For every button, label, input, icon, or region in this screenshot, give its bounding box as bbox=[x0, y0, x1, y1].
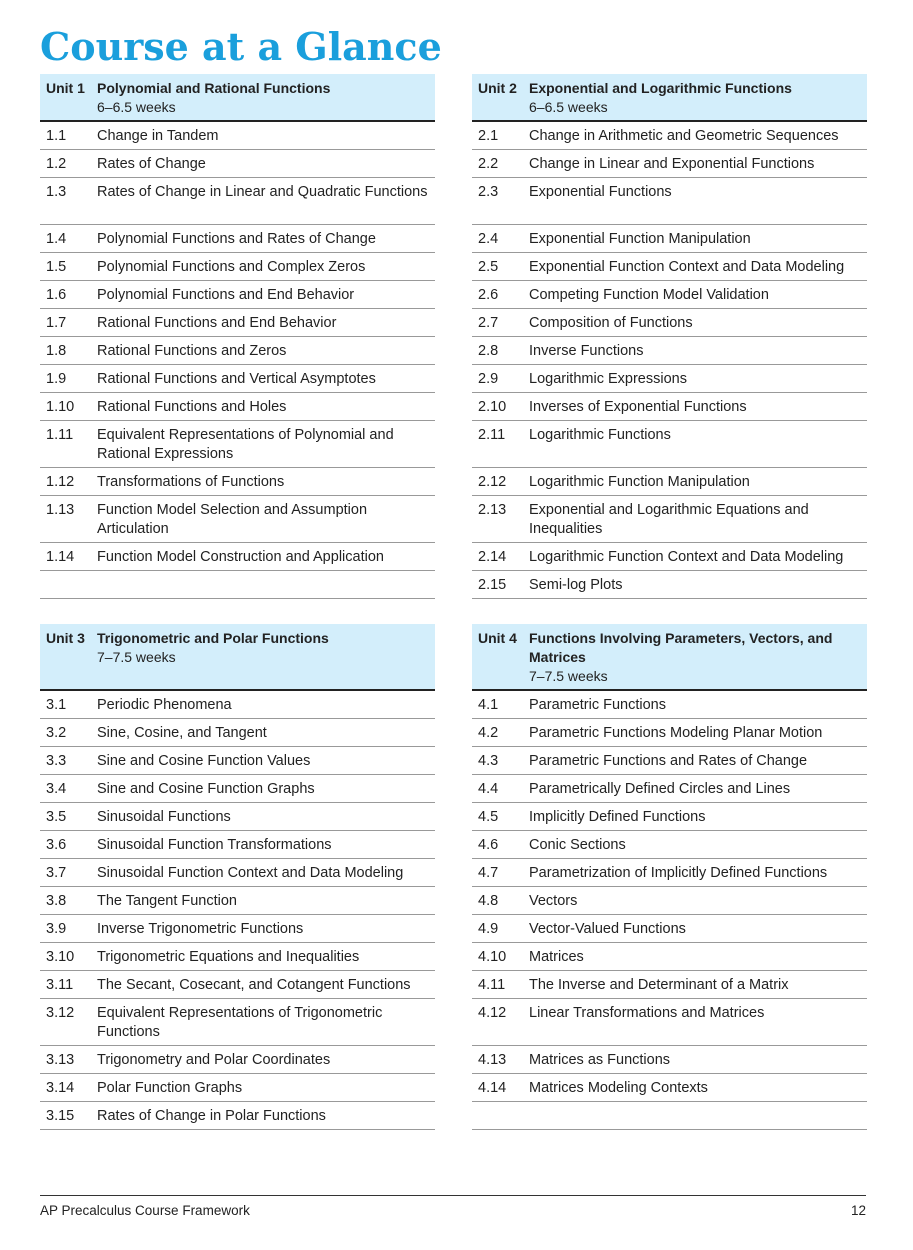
topic-title: Logarithmic Expressions bbox=[529, 371, 687, 387]
topic-number: 1.1 bbox=[46, 128, 67, 144]
topic-number: 2.15 bbox=[478, 577, 507, 593]
topic-number: 3.14 bbox=[46, 1080, 75, 1096]
topic-number: 2.8 bbox=[478, 343, 499, 359]
unit-header bbox=[40, 74, 435, 122]
topic-number: 3.1 bbox=[46, 697, 67, 713]
topic-row bbox=[472, 150, 867, 178]
unit-label: Unit 3 bbox=[46, 630, 85, 646]
topic-title: Equivalent Representations of Polynomial and Rational Expressions bbox=[97, 427, 394, 462]
topic-row bbox=[472, 775, 867, 803]
topic-title: Change in Tandem bbox=[97, 128, 219, 144]
topic-title: Trigonometric Equations and Inequalities bbox=[97, 949, 360, 965]
topic-title: Matrices bbox=[529, 949, 584, 965]
topic-title: The Tangent Function bbox=[97, 893, 237, 909]
topic-title: Matrices Modeling Contexts bbox=[529, 1080, 708, 1096]
topic-number: 1.10 bbox=[46, 399, 75, 415]
topic-number: 2.13 bbox=[478, 502, 507, 518]
topic-title: Trigonometry and Polar Coordinates bbox=[97, 1052, 331, 1068]
topic-row bbox=[472, 915, 867, 943]
topic-number: 2.12 bbox=[478, 474, 507, 490]
topic-number: 2.1 bbox=[478, 128, 499, 144]
topic-title: Inverses of Exponential Functions bbox=[529, 399, 747, 415]
topic-title: The Secant, Cosecant, and Cotangent Functions bbox=[97, 977, 411, 993]
topic-number: 2.6 bbox=[478, 287, 499, 303]
topic-title: Function Model Construction and Application bbox=[97, 549, 384, 565]
topic-row bbox=[40, 999, 435, 1046]
page-number: 12 bbox=[850, 1203, 866, 1218]
topic-row bbox=[40, 943, 435, 971]
topic-title: Periodic Phenomena bbox=[97, 697, 232, 713]
topic-row bbox=[472, 1046, 867, 1074]
topic-number: 1.12 bbox=[46, 474, 75, 490]
topic-row bbox=[40, 309, 435, 337]
topic-number: 1.5 bbox=[46, 259, 67, 275]
topic-title: Equivalent Representations of Trigonometric Functions bbox=[97, 1005, 383, 1040]
topic-row bbox=[472, 393, 867, 421]
topic-row bbox=[40, 393, 435, 421]
topic-number: 1.9 bbox=[46, 371, 67, 387]
topic-title: Sine and Cosine Function Graphs bbox=[97, 781, 315, 797]
topic-row bbox=[40, 971, 435, 999]
topic-number: 4.3 bbox=[478, 753, 499, 769]
topic-row bbox=[472, 122, 867, 150]
topic-number: 1.13 bbox=[46, 502, 75, 518]
topic-number: 3.15 bbox=[46, 1108, 75, 1124]
topic-title: Sine, Cosine, and Tangent bbox=[97, 725, 267, 741]
topic-row bbox=[40, 1074, 435, 1102]
topic-row bbox=[40, 496, 435, 543]
topic-row-empty bbox=[40, 571, 435, 599]
topic-number: 3.6 bbox=[46, 837, 67, 853]
topic-title: Parametric Functions bbox=[529, 697, 666, 713]
topic-number: 1.8 bbox=[46, 343, 67, 359]
topic-row bbox=[40, 543, 435, 571]
topic-title: Change in Arithmetic and Geometric Sequences bbox=[529, 128, 839, 144]
footer-divider bbox=[40, 1195, 866, 1196]
topic-number: 2.14 bbox=[478, 549, 507, 565]
topic-row bbox=[472, 887, 867, 915]
topic-row-empty bbox=[472, 1102, 867, 1130]
topic-row bbox=[40, 1046, 435, 1074]
topic-title: Semi-log Plots bbox=[529, 577, 623, 593]
topic-number: 3.10 bbox=[46, 949, 75, 965]
topic-row bbox=[472, 571, 867, 599]
topic-row bbox=[472, 281, 867, 309]
unit-label: Unit 1 bbox=[46, 80, 85, 96]
topic-number: 4.14 bbox=[478, 1080, 507, 1096]
topic-number: 4.13 bbox=[478, 1052, 507, 1068]
topic-row bbox=[40, 803, 435, 831]
unit-header bbox=[40, 624, 435, 691]
topic-title: Exponential Function Manipulation bbox=[529, 231, 751, 247]
topic-row bbox=[472, 496, 867, 543]
topic-title: Parametric Functions Modeling Planar Motion bbox=[529, 725, 823, 741]
topic-number: 2.2 bbox=[478, 156, 499, 172]
topic-row bbox=[472, 747, 867, 775]
topic-number: 2.4 bbox=[478, 231, 499, 247]
unit-4-table bbox=[472, 624, 867, 1130]
topic-title: Vector-Valued Functions bbox=[529, 921, 686, 937]
topic-number: 2.3 bbox=[478, 184, 499, 200]
topic-number: 2.9 bbox=[478, 371, 499, 387]
topic-title: Competing Function Model Validation bbox=[529, 287, 769, 303]
topic-row bbox=[472, 178, 867, 225]
topic-title: Exponential Function Context and Data Modeling bbox=[529, 259, 845, 275]
topic-row bbox=[472, 859, 867, 887]
topic-row bbox=[472, 253, 867, 281]
topic-number: 3.13 bbox=[46, 1052, 75, 1068]
topic-row bbox=[472, 337, 867, 365]
topic-row bbox=[40, 150, 435, 178]
footer-title: AP Precalculus Course Framework bbox=[40, 1203, 250, 1218]
topic-title: Polynomial Functions and Rates of Change bbox=[97, 231, 376, 247]
topic-row bbox=[40, 122, 435, 150]
topic-row bbox=[40, 178, 435, 225]
topic-title: Rational Functions and Vertical Asymptotes bbox=[97, 371, 376, 387]
topic-title: Logarithmic Function Context and Data Modeling bbox=[529, 549, 844, 565]
topic-number: 4.9 bbox=[478, 921, 499, 937]
topic-row bbox=[472, 831, 867, 859]
topic-number: 4.11 bbox=[478, 977, 506, 993]
page-title: Course at a Glance bbox=[40, 24, 442, 69]
topic-row bbox=[40, 747, 435, 775]
unit-title: Exponential and Logarithmic Functions bbox=[529, 80, 792, 96]
topic-number: 3.3 bbox=[46, 753, 67, 769]
topic-number: 4.6 bbox=[478, 837, 499, 853]
topic-number: 1.6 bbox=[46, 287, 67, 303]
topic-title: Logarithmic Function Manipulation bbox=[529, 474, 750, 490]
topic-number: 1.7 bbox=[46, 315, 67, 331]
topic-title: Sinusoidal Function Context and Data Modeling bbox=[97, 865, 404, 881]
topic-title: Vectors bbox=[529, 893, 578, 909]
topic-number: 1.11 bbox=[46, 427, 74, 443]
topic-row bbox=[472, 691, 867, 719]
topic-row bbox=[40, 775, 435, 803]
topic-title: Change in Linear and Exponential Functions bbox=[529, 156, 815, 172]
topic-row bbox=[40, 421, 435, 468]
topic-row bbox=[472, 365, 867, 393]
topic-title: Parametrically Defined Circles and Lines bbox=[529, 781, 791, 797]
topic-title: The Inverse and Determinant of a Matrix bbox=[529, 977, 789, 993]
topic-number: 1.3 bbox=[46, 184, 67, 200]
topic-title: Rational Functions and End Behavior bbox=[97, 315, 337, 331]
topic-title: Function Model Selection and Assumption Articulation bbox=[97, 502, 368, 537]
topic-row bbox=[40, 337, 435, 365]
topic-number: 3.2 bbox=[46, 725, 67, 741]
topic-title: Rates of Change bbox=[97, 156, 206, 172]
unit-title: Functions Involving Parameters, Vectors, and Matrices bbox=[529, 630, 833, 665]
topic-row bbox=[472, 1074, 867, 1102]
topic-title: Rational Functions and Holes bbox=[97, 399, 287, 415]
topic-number: 2.7 bbox=[478, 315, 499, 331]
topic-title: Inverse Functions bbox=[529, 343, 644, 359]
unit-title: Polynomial and Rational Functions bbox=[97, 80, 331, 96]
topic-row bbox=[40, 915, 435, 943]
topic-row bbox=[472, 971, 867, 999]
topic-title: Implicitly Defined Functions bbox=[529, 809, 706, 825]
topic-row bbox=[40, 887, 435, 915]
topic-row bbox=[472, 719, 867, 747]
unit-label: Unit 4 bbox=[478, 630, 517, 646]
unit-label: Unit 2 bbox=[478, 80, 517, 96]
topic-number: 2.11 bbox=[478, 427, 506, 443]
topic-row bbox=[40, 225, 435, 253]
topic-title: Transformations of Functions bbox=[97, 474, 285, 490]
topic-number: 4.2 bbox=[478, 725, 499, 741]
topic-row bbox=[472, 999, 867, 1046]
topic-number: 3.7 bbox=[46, 865, 67, 881]
topic-title: Rates of Change in Linear and Quadratic Functions bbox=[97, 184, 428, 200]
topic-row bbox=[472, 309, 867, 337]
topic-row bbox=[40, 831, 435, 859]
topic-number: 3.4 bbox=[46, 781, 67, 797]
topic-number: 3.9 bbox=[46, 921, 67, 937]
topic-row bbox=[472, 225, 867, 253]
topic-number: 2.10 bbox=[478, 399, 507, 415]
topic-row bbox=[40, 281, 435, 309]
topic-number: 1.4 bbox=[46, 231, 67, 247]
topic-row bbox=[40, 719, 435, 747]
unit-header bbox=[472, 624, 867, 691]
topic-title: Exponential Functions bbox=[529, 184, 672, 200]
topic-title: Sine and Cosine Function Values bbox=[97, 753, 311, 769]
topic-title: Linear Transformations and Matrices bbox=[529, 1005, 765, 1021]
topic-number: 3.11 bbox=[46, 977, 74, 993]
topic-title: Matrices as Functions bbox=[529, 1052, 671, 1068]
topic-row bbox=[472, 943, 867, 971]
topic-number: 4.7 bbox=[478, 865, 499, 881]
topic-title: Rational Functions and Zeros bbox=[97, 343, 287, 359]
topic-number: 3.8 bbox=[46, 893, 67, 909]
topic-title: Conic Sections bbox=[529, 837, 626, 853]
topic-number: 3.5 bbox=[46, 809, 67, 825]
unit-1-table bbox=[40, 74, 435, 599]
topic-number: 1.14 bbox=[46, 549, 75, 565]
topic-row bbox=[40, 691, 435, 719]
topic-title: Logarithmic Functions bbox=[529, 427, 671, 443]
unit-duration: 7–7.5 weeks bbox=[529, 668, 608, 684]
unit-2-table bbox=[472, 74, 867, 599]
topic-title: Parametric Functions and Rates of Change bbox=[529, 753, 808, 769]
topic-row bbox=[472, 421, 867, 468]
topic-title: Sinusoidal Functions bbox=[97, 809, 231, 825]
topic-number: 3.12 bbox=[46, 1005, 75, 1021]
topic-title: Sinusoidal Function Transformations bbox=[97, 837, 332, 853]
topic-number: 4.12 bbox=[478, 1005, 507, 1021]
topic-number: 2.5 bbox=[478, 259, 499, 275]
topic-number: 4.1 bbox=[478, 697, 499, 713]
unit-3-table bbox=[40, 624, 435, 1130]
topic-row bbox=[472, 803, 867, 831]
topic-row bbox=[40, 253, 435, 281]
topic-number: 1.2 bbox=[46, 156, 67, 172]
unit-duration: 6–6.5 weeks bbox=[529, 99, 608, 115]
topic-title: Parametrization of Implicitly Defined Functions bbox=[529, 865, 828, 881]
unit-header bbox=[472, 74, 867, 122]
topic-row bbox=[40, 1102, 435, 1130]
topic-row bbox=[472, 468, 867, 496]
topic-number: 4.5 bbox=[478, 809, 499, 825]
topic-number: 4.10 bbox=[478, 949, 507, 965]
topic-title: Polynomial Functions and Complex Zeros bbox=[97, 259, 366, 275]
topic-row bbox=[40, 859, 435, 887]
unit-duration: 6–6.5 weeks bbox=[97, 99, 176, 115]
topic-title: Polynomial Functions and End Behavior bbox=[97, 287, 355, 303]
unit-title: Trigonometric and Polar Functions bbox=[97, 630, 329, 646]
topic-title: Exponential and Logarithmic Equations and Inequalities bbox=[529, 502, 809, 537]
topic-title: Inverse Trigonometric Functions bbox=[97, 921, 304, 937]
topic-number: 4.4 bbox=[478, 781, 499, 797]
topic-title: Composition of Functions bbox=[529, 315, 693, 331]
topic-row bbox=[472, 543, 867, 571]
topic-row bbox=[40, 468, 435, 496]
unit-duration: 7–7.5 weeks bbox=[97, 649, 176, 665]
topic-row bbox=[40, 365, 435, 393]
topic-title: Polar Function Graphs bbox=[97, 1080, 243, 1096]
topic-title: Rates of Change in Polar Functions bbox=[97, 1108, 326, 1124]
topic-number: 4.8 bbox=[478, 893, 499, 909]
